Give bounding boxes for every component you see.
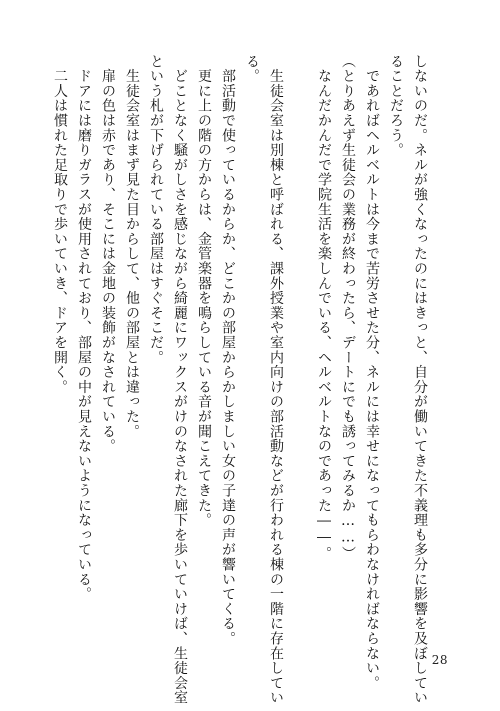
text-line-2: ることだろう。: [388, 54, 404, 158]
text-line-9: 部活動で使っているからか、どこかの部屋からかしましい女の子達の声が響いてくる。: [220, 54, 236, 646]
text-line-8: る。: [244, 54, 260, 84]
page-number: 28: [431, 653, 448, 667]
text-line-13: 生徒会室はまず見た目からして、他の部屋とは違った。: [124, 54, 140, 439]
text-line-16: 二人は慣れた足取りで歩いていき、ドアを開く。: [52, 54, 68, 395]
scene-break: [288, 54, 312, 634]
text-line-11: どことなく騒がしさを感じながら綺麗にワックスがけのなされた廊下を歩いていけば、生徒会室: [172, 54, 188, 706]
text-line-10: 更に上の階の方からは、金管楽器を鳴らしている音が聞こえてきた。: [196, 54, 212, 528]
vertical-text-block: [48, 54, 432, 706]
text-line-12: という札が下げられている部屋はすぐそこだ。: [148, 54, 164, 365]
text-line-5: なんだかんだで学院生活を楽しんでいる、ヘルベルトなのであった――。: [316, 54, 332, 562]
text-line-1: しないのだ。ネルが強くなったのにはきっと、自分が働いてきた不義理も多分に影響を及ぼしてい: [412, 54, 428, 706]
text-line-15: ドアには磨りガラスが使用されており、部屋の中が見えないようになっている。: [76, 54, 92, 602]
text-line-4: （とりあえず生徒会の業務が終わったら、デートにでも誘ってみるか……）: [340, 54, 356, 562]
text-line-7: 生徒会室は別棟と呼ばれる、課外授業や室内向けの部活動などが行われる棟の一階に存在してい: [268, 54, 284, 706]
text-line-3: であればヘルベルトは今まで苦労させた分、ネルには幸せになってもらわなければならない。: [364, 54, 380, 691]
text-line-14: 扉の色は赤であり、そこには金地の装飾がなされている。: [100, 54, 116, 454]
